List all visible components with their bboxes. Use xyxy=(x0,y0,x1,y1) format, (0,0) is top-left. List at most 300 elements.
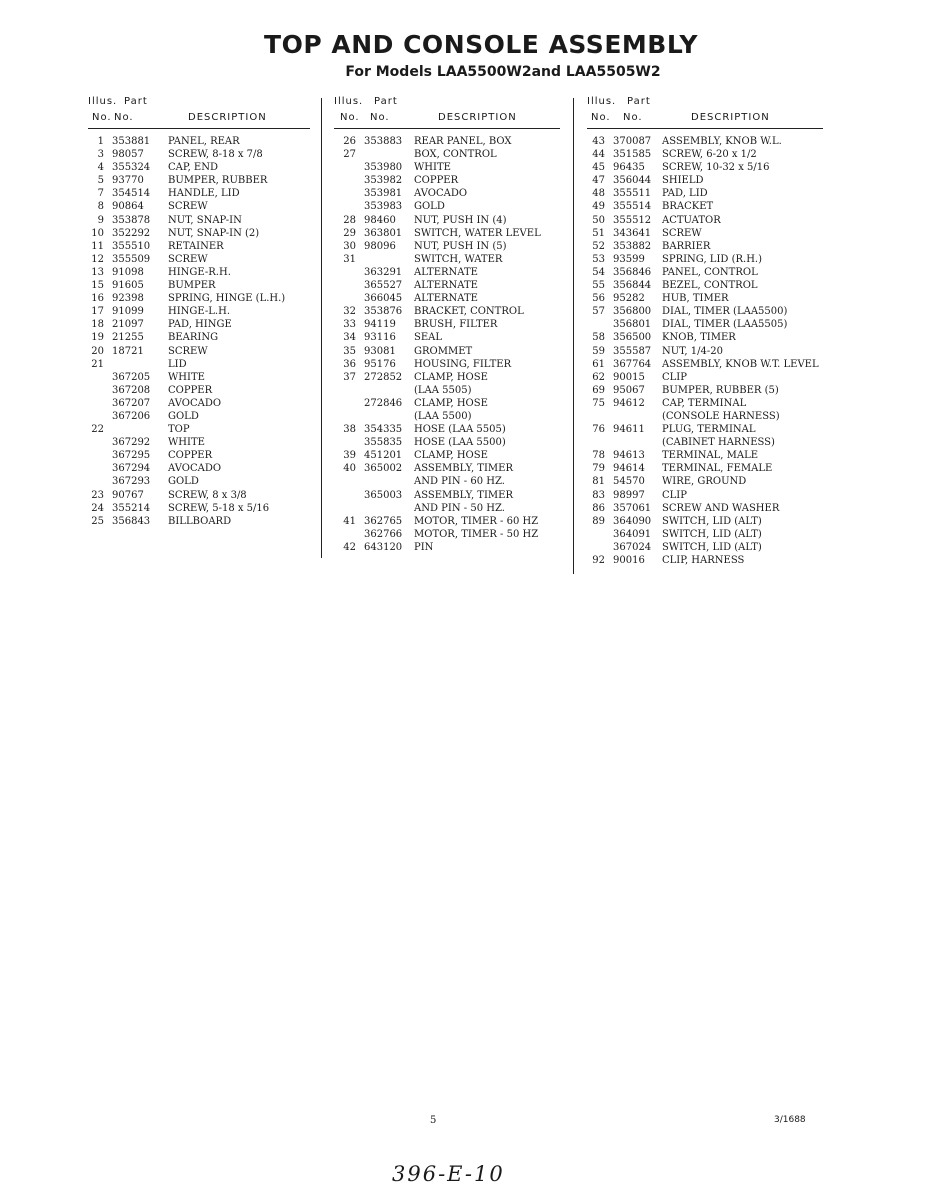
part-description: LID xyxy=(168,358,187,370)
parts-row xyxy=(587,187,827,200)
part-number: 367205 xyxy=(112,371,151,383)
part-number: 357061 xyxy=(613,502,652,514)
parts-column-3 xyxy=(587,94,827,567)
parts-row xyxy=(587,410,827,423)
parts-row xyxy=(334,449,570,462)
part-number: 351585 xyxy=(613,149,652,161)
part-number: 356800 xyxy=(613,306,652,318)
part-header: Part xyxy=(627,96,651,107)
parts-row xyxy=(587,541,827,554)
part-number: 355835 xyxy=(364,437,403,449)
part-number: 367294 xyxy=(112,463,151,475)
part-number: 353980 xyxy=(364,162,403,174)
part-description: SPRING, LID (R.H.) xyxy=(662,253,762,265)
part-description: WIRE, GROUND xyxy=(662,476,747,488)
illus-number: 92 xyxy=(592,555,605,566)
part-description: AVOCADO xyxy=(414,188,468,200)
illus-number: 38 xyxy=(343,424,356,436)
part-description: NUT, PUSH IN (5) xyxy=(414,240,507,252)
parts-row xyxy=(334,135,570,148)
part-number: 365527 xyxy=(364,280,403,292)
part-description: SCREW, 6-20 x 1/2 xyxy=(662,149,757,161)
illus-number: 7 xyxy=(97,188,104,200)
part-description: CLAMP, HOSE xyxy=(414,371,488,383)
part-number: 98460 xyxy=(364,214,396,226)
illus-number: 55 xyxy=(592,280,605,292)
parts-list xyxy=(587,129,827,567)
illus-no-header: No. xyxy=(340,112,360,123)
part-description: SCREW xyxy=(662,227,702,239)
part-number: 355509 xyxy=(112,253,151,265)
part-description: REAR PANEL, BOX xyxy=(414,136,512,147)
part-description: WHITE xyxy=(168,437,205,449)
part-description: (LAA 5505) xyxy=(414,384,472,396)
part-description: SHIELD xyxy=(662,175,704,187)
parts-row xyxy=(334,318,570,331)
parts-row xyxy=(587,371,827,384)
parts-row xyxy=(334,161,570,174)
parts-column-2 xyxy=(334,94,570,554)
part-description: SWITCH, LID (ALT) xyxy=(662,528,762,540)
part-number: 92398 xyxy=(112,293,144,305)
parts-row xyxy=(88,410,314,423)
page-subtitle: For Models LAA5500W2and LAA5505W2 xyxy=(345,64,661,80)
part-number: 367293 xyxy=(112,476,151,488)
part-description: BRACKET xyxy=(662,201,714,213)
part-description: SCREW, 8-18 x 7/8 xyxy=(168,149,263,161)
parts-row xyxy=(587,489,827,502)
illus-number: 4 xyxy=(97,162,104,174)
part-number: 18721 xyxy=(112,345,144,357)
part-number: 352292 xyxy=(112,227,151,239)
illus-number: 61 xyxy=(592,358,605,370)
part-number: 355510 xyxy=(112,240,151,252)
part-description: SCREW, 5-18 x 5/16 xyxy=(168,502,270,514)
parts-row xyxy=(88,279,314,292)
part-description: AVOCADO xyxy=(168,463,222,475)
illus-number: 89 xyxy=(592,515,605,527)
parts-row xyxy=(88,135,314,148)
part-description: WHITE xyxy=(168,371,205,383)
illus-number: 53 xyxy=(592,253,605,265)
illus-number: 59 xyxy=(592,345,605,357)
illus-number: 43 xyxy=(592,136,605,147)
part-description: MOTOR, TIMER - 60 HZ xyxy=(414,515,539,527)
illus-header: Illus. xyxy=(334,96,364,107)
part-number: 54570 xyxy=(613,476,645,488)
part-no-header: No. xyxy=(114,112,134,123)
parts-row xyxy=(587,423,827,436)
illus-number: 22 xyxy=(91,424,104,436)
part-description: NUT, 1/4-20 xyxy=(662,345,723,357)
illus-header: Illus. xyxy=(88,96,118,107)
part-number: 362765 xyxy=(364,515,403,527)
part-description: HINGE-L.H. xyxy=(168,306,230,318)
part-description: SWITCH, WATER LEVEL xyxy=(414,227,541,239)
part-number: 362766 xyxy=(364,528,403,540)
parts-row xyxy=(587,449,827,462)
part-number: 96435 xyxy=(613,162,645,174)
illus-number: 81 xyxy=(592,476,605,488)
parts-row xyxy=(88,384,314,397)
parts-row xyxy=(334,200,570,213)
part-description: AVOCADO xyxy=(168,397,222,409)
part-number: 367292 xyxy=(112,437,151,449)
part-description: ASSEMBLY, KNOB W.L. xyxy=(662,136,782,147)
part-number: 353881 xyxy=(112,136,151,147)
part-number: 367208 xyxy=(112,384,151,396)
part-description: SWITCH, LID (ALT) xyxy=(662,541,762,553)
part-description: AND PIN - 60 HZ. xyxy=(414,476,505,488)
part-description: BILLBOARD xyxy=(168,515,232,527)
part-number: 364090 xyxy=(613,515,652,527)
illus-number: 16 xyxy=(91,293,104,305)
part-description: ALTERNATE xyxy=(414,266,478,278)
part-description: SWITCH, LID (ALT) xyxy=(662,515,762,527)
parts-row xyxy=(88,345,314,358)
illus-number: 15 xyxy=(91,280,104,292)
part-number: 98096 xyxy=(364,240,396,252)
part-number: 21255 xyxy=(112,332,144,344)
parts-row xyxy=(88,436,314,449)
illus-no-header: No. xyxy=(591,112,611,123)
parts-row xyxy=(587,397,827,410)
part-description: PANEL, CONTROL xyxy=(662,266,758,278)
part-description: CAP, END xyxy=(168,162,218,174)
illus-number: 19 xyxy=(91,332,104,344)
parts-row xyxy=(587,436,827,449)
part-number: 356044 xyxy=(613,175,652,187)
parts-row xyxy=(587,200,827,213)
column-header xyxy=(334,94,570,128)
part-description: BRUSH, FILTER xyxy=(414,319,498,331)
illus-number: 41 xyxy=(343,515,356,527)
part-number: 356846 xyxy=(613,266,652,278)
parts-row xyxy=(88,502,314,515)
part-number: 94119 xyxy=(364,319,396,331)
illus-number: 50 xyxy=(592,214,605,226)
part-description: SPRING, HINGE (L.H.) xyxy=(168,293,286,305)
parts-row xyxy=(88,462,314,475)
part-description: ACTUATOR xyxy=(662,214,721,226)
part-number: 353983 xyxy=(364,201,403,213)
parts-row xyxy=(88,148,314,161)
parts-row xyxy=(334,279,570,292)
part-number: 367206 xyxy=(112,410,151,422)
part-number: 367207 xyxy=(112,397,151,409)
parts-row xyxy=(334,371,570,384)
part-description: GOLD xyxy=(168,410,199,422)
part-number: 356801 xyxy=(613,319,652,331)
part-number: 343641 xyxy=(613,227,652,239)
parts-row xyxy=(88,187,314,200)
illus-number: 57 xyxy=(592,306,605,318)
parts-row xyxy=(334,436,570,449)
part-description: PANEL, REAR xyxy=(168,136,240,147)
part-number: 98997 xyxy=(613,489,645,501)
parts-row xyxy=(334,462,570,475)
illus-number: 23 xyxy=(91,489,104,501)
parts-row xyxy=(587,227,827,240)
parts-row xyxy=(334,384,570,397)
part-number: 95282 xyxy=(613,293,645,305)
column-divider xyxy=(321,98,322,558)
illus-number: 25 xyxy=(91,515,104,527)
parts-row xyxy=(88,489,314,502)
column-header xyxy=(587,94,827,128)
parts-row xyxy=(88,358,314,371)
part-description: HANDLE, LID xyxy=(168,188,240,200)
parts-row xyxy=(88,253,314,266)
parts-row xyxy=(334,266,570,279)
part-description: BUMPER xyxy=(168,280,216,292)
parts-row xyxy=(587,292,827,305)
illus-number: 32 xyxy=(343,306,356,318)
part-description: ASSEMBLY, TIMER xyxy=(414,489,513,501)
parts-row xyxy=(334,174,570,187)
parts-row xyxy=(587,515,827,528)
parts-row xyxy=(334,292,570,305)
part-description: (CABINET HARNESS) xyxy=(662,437,775,449)
part-description: PLUG, TERMINAL xyxy=(662,424,756,436)
parts-list xyxy=(88,129,314,528)
illus-number: 21 xyxy=(91,358,104,370)
illus-number: 35 xyxy=(343,345,356,357)
parts-row xyxy=(334,489,570,502)
parts-row xyxy=(88,305,314,318)
part-description: HUB, TIMER xyxy=(662,293,729,305)
parts-row xyxy=(587,279,827,292)
part-description: GOLD xyxy=(168,476,199,488)
part-description: SCREW, 8 x 3/8 xyxy=(168,489,247,501)
parts-row xyxy=(88,240,314,253)
part-number: 93116 xyxy=(364,332,396,344)
part-number: 90864 xyxy=(112,201,144,213)
part-number: 90767 xyxy=(112,489,144,501)
parts-row xyxy=(334,528,570,541)
parts-row xyxy=(334,475,570,488)
part-header: Part xyxy=(374,96,398,107)
parts-row xyxy=(88,318,314,331)
part-description: CLIP xyxy=(662,489,687,501)
illus-number: 36 xyxy=(343,358,356,370)
part-description: CLIP, HARNESS xyxy=(662,555,745,566)
illus-number: 58 xyxy=(592,332,605,344)
page-title: TOP AND CONSOLE ASSEMBLY xyxy=(264,30,698,59)
part-description: GROMMET xyxy=(414,345,473,357)
parts-row xyxy=(334,227,570,240)
parts-row xyxy=(334,331,570,344)
part-description: PAD, HINGE xyxy=(168,319,232,331)
part-description: SCREW xyxy=(168,345,208,357)
part-description: NUT, SNAP-IN xyxy=(168,214,242,226)
part-description: RETAINER xyxy=(168,240,224,252)
illus-number: 18 xyxy=(91,319,104,331)
parts-row xyxy=(587,528,827,541)
parts-row xyxy=(587,240,827,253)
illus-no-header: No. xyxy=(92,112,112,123)
parts-row xyxy=(88,161,314,174)
illus-number: 49 xyxy=(592,201,605,213)
part-header: Part xyxy=(124,96,148,107)
part-number: 367764 xyxy=(613,358,652,370)
part-number: 93770 xyxy=(112,175,144,187)
parts-row xyxy=(587,384,827,397)
part-number: 98057 xyxy=(112,149,144,161)
parts-row xyxy=(334,214,570,227)
part-number: 355214 xyxy=(112,502,151,514)
part-description: NUT, SNAP-IN (2) xyxy=(168,227,260,239)
part-description: (LAA 5500) xyxy=(414,410,472,422)
page-number: 5 xyxy=(430,1115,437,1126)
illus-number: 12 xyxy=(91,253,104,265)
parts-row xyxy=(587,318,827,331)
parts-row xyxy=(587,214,827,227)
part-description: COPPER xyxy=(414,175,459,187)
part-description: ASSEMBLY, TIMER xyxy=(414,463,513,475)
part-description: CAP, TERMINAL xyxy=(662,397,747,409)
part-description: BEARING xyxy=(168,332,219,344)
part-description: BRACKET, CONTROL xyxy=(414,306,524,318)
illus-number: 76 xyxy=(592,424,605,436)
parts-row xyxy=(88,331,314,344)
part-number: 356500 xyxy=(613,332,652,344)
parts-row xyxy=(88,475,314,488)
part-description: BARRIER xyxy=(662,240,711,252)
part-description: PIN xyxy=(414,541,434,553)
parts-row xyxy=(587,554,827,567)
part-description: BEZEL, CONTROL xyxy=(662,280,758,292)
parts-row xyxy=(587,331,827,344)
parts-row xyxy=(334,502,570,515)
illus-number: 78 xyxy=(592,450,605,462)
part-description: SEAL xyxy=(414,332,443,344)
illus-number: 33 xyxy=(343,319,356,331)
part-description: ALTERNATE xyxy=(414,293,478,305)
illus-number: 20 xyxy=(91,345,104,357)
part-number: 370087 xyxy=(613,136,652,147)
illus-number: 44 xyxy=(592,149,605,161)
parts-row xyxy=(587,161,827,174)
part-description: BUMPER, RUBBER (5) xyxy=(662,384,779,396)
parts-row xyxy=(587,305,827,318)
part-number: 93081 xyxy=(364,345,396,357)
part-number: 356843 xyxy=(112,515,151,527)
part-description: SWITCH, WATER xyxy=(414,253,503,265)
parts-row xyxy=(587,174,827,187)
part-description: CLAMP, HOSE xyxy=(414,397,488,409)
parts-row xyxy=(88,371,314,384)
part-description: CLIP xyxy=(662,371,687,383)
illus-number: 51 xyxy=(592,227,605,239)
part-description: HINGE-R.H. xyxy=(168,266,231,278)
parts-row xyxy=(88,266,314,279)
part-number: 355587 xyxy=(613,345,652,357)
part-number: 355324 xyxy=(112,162,151,174)
part-description: (CONSOLE HARNESS) xyxy=(662,410,780,422)
part-description: SCREW AND WASHER xyxy=(662,502,780,514)
part-number: 367295 xyxy=(112,450,151,462)
part-number: 94611 xyxy=(613,424,645,436)
part-number: 367024 xyxy=(613,541,652,553)
part-description: ALTERNATE xyxy=(414,280,478,292)
parts-row xyxy=(88,174,314,187)
parts-row xyxy=(334,358,570,371)
illus-number: 75 xyxy=(592,397,605,409)
part-description: WHITE xyxy=(414,162,451,174)
part-description: HOUSING, FILTER xyxy=(414,358,512,370)
illus-number: 9 xyxy=(97,214,104,226)
illus-number: 48 xyxy=(592,188,605,200)
part-description: BOX, CONTROL xyxy=(414,149,497,161)
description-header: DESCRIPTION xyxy=(188,112,267,123)
parts-row xyxy=(88,292,314,305)
part-number: 91099 xyxy=(112,306,144,318)
part-description: BUMPER, RUBBER xyxy=(168,175,268,187)
parts-row xyxy=(334,187,570,200)
illus-number: 39 xyxy=(343,450,356,462)
part-description: SCREW, 10-32 x 5/16 xyxy=(662,162,770,174)
part-number: 355511 xyxy=(613,188,652,200)
part-number: 353878 xyxy=(112,214,151,226)
part-number: 94612 xyxy=(613,397,645,409)
part-description: ASSEMBLY, KNOB W.T. LEVEL xyxy=(662,358,819,370)
column-header xyxy=(88,94,314,128)
parts-row xyxy=(334,541,570,554)
illus-number: 27 xyxy=(343,149,356,161)
illus-number: 42 xyxy=(343,541,356,553)
part-number: 354514 xyxy=(112,188,151,200)
part-number: 90015 xyxy=(613,371,645,383)
part-number: 91605 xyxy=(112,280,144,292)
part-number: 353982 xyxy=(364,175,403,187)
part-description: SCREW xyxy=(168,253,208,265)
part-description: KNOB, TIMER xyxy=(662,332,736,344)
parts-row xyxy=(334,305,570,318)
illus-number: 8 xyxy=(97,201,104,213)
illus-number: 69 xyxy=(592,384,605,396)
parts-row xyxy=(334,345,570,358)
part-number: 93599 xyxy=(613,253,645,265)
part-number: 365003 xyxy=(364,489,403,501)
part-description: PAD, LID xyxy=(662,188,708,200)
part-number: 355514 xyxy=(613,201,652,213)
illus-number: 13 xyxy=(91,266,104,278)
parts-row xyxy=(587,462,827,475)
part-number: 94613 xyxy=(613,450,645,462)
description-header: DESCRIPTION xyxy=(438,112,517,123)
parts-row xyxy=(88,515,314,528)
part-number: 363291 xyxy=(364,266,403,278)
part-number: 364091 xyxy=(613,528,652,540)
part-number: 353882 xyxy=(613,240,652,252)
parts-row xyxy=(587,345,827,358)
part-number: 94614 xyxy=(613,463,645,475)
parts-row xyxy=(587,148,827,161)
part-number: 356844 xyxy=(613,280,652,292)
part-description: COPPER xyxy=(168,384,213,396)
part-number: 353981 xyxy=(364,188,403,200)
part-description: NUT, PUSH IN (4) xyxy=(414,214,507,226)
parts-row xyxy=(334,397,570,410)
part-number: 90016 xyxy=(613,555,645,566)
parts-row xyxy=(88,449,314,462)
illus-number: 62 xyxy=(592,371,605,383)
illus-number: 37 xyxy=(343,371,356,383)
part-description: SCREW xyxy=(168,201,208,213)
part-description: DIAL, TIMER (LAA5505) xyxy=(662,319,788,331)
part-description: TERMINAL, MALE xyxy=(662,450,759,462)
